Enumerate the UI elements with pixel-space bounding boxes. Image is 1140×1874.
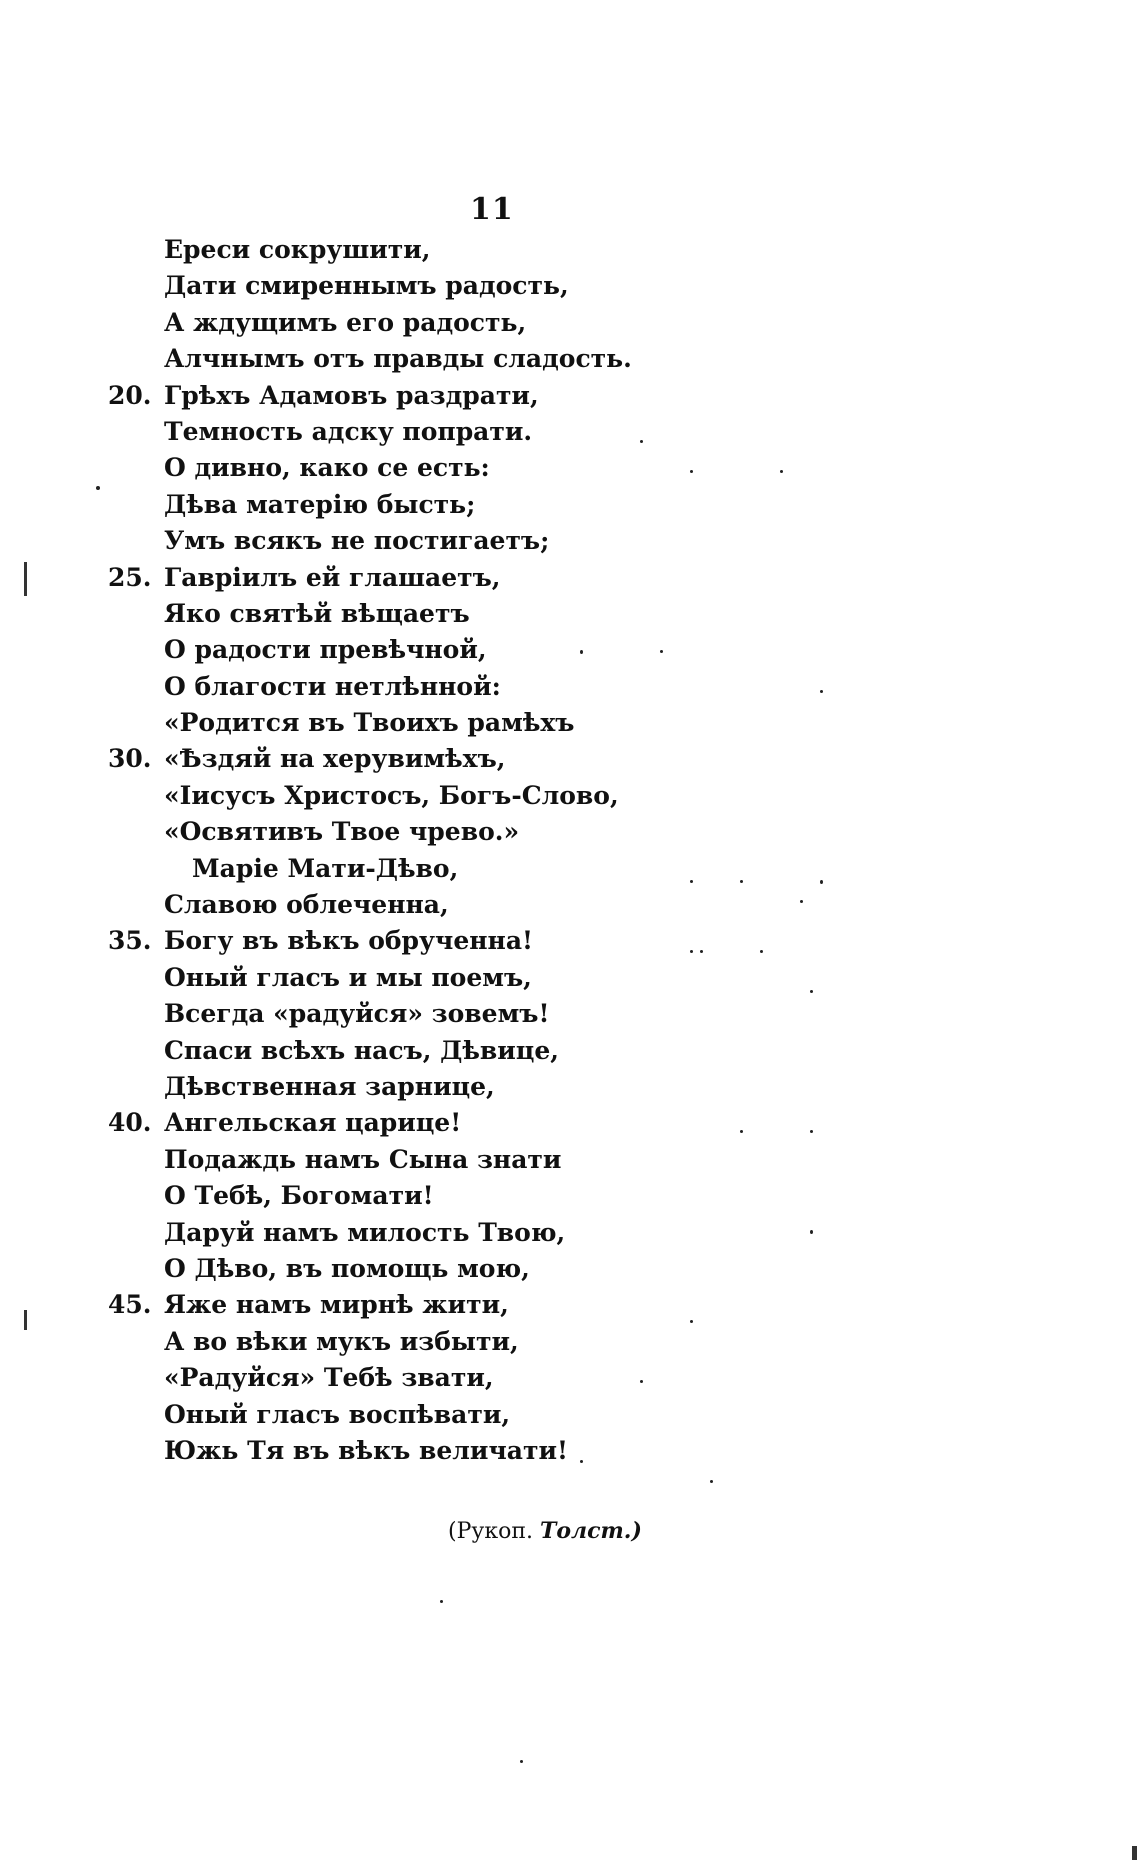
scan-speck (660, 650, 663, 653)
poem-line (108, 414, 748, 450)
scan-speck (580, 650, 583, 654)
scan-speck (800, 900, 803, 903)
left-margin-mark (24, 1310, 27, 1330)
poem-line (108, 1069, 748, 1105)
scan-speck (760, 950, 763, 953)
line-text: Богу въ вѣкъ обрученна! (164, 926, 534, 956)
left-margin-mark (24, 562, 27, 596)
line-text: Славою облеченна, (164, 890, 449, 920)
line-text: «Ѣздяй на херувимѣхъ, (164, 744, 506, 774)
scan-speck (96, 486, 100, 490)
poem-line (108, 814, 748, 850)
scan-speck (810, 990, 813, 993)
scan-speck (520, 1760, 523, 1763)
line-text: Гавріилъ ей глашаетъ, (164, 562, 501, 592)
scan-speck (690, 1320, 693, 1323)
poem-line (108, 1142, 748, 1178)
line-text: «Родится въ Твоихъ рамѣхъ (164, 708, 575, 738)
source-note (448, 1518, 642, 1544)
scan-speck (710, 1480, 713, 1483)
line-text: А ждущимъ его радость, (164, 307, 527, 337)
scan-speck (640, 440, 643, 443)
line-text: «Іисусъ Христосъ, Богъ-Слово, (164, 780, 619, 810)
poem-line (108, 960, 748, 996)
line-text: Дати смиреннымъ радость, (164, 271, 569, 301)
line-text: «Радуйся» Тебѣ звати, (164, 1363, 494, 1393)
scan-speck (640, 1380, 643, 1383)
source-name: Толст.) (539, 1518, 642, 1544)
line-text: Южь Тя въ вѣкъ величати! (164, 1435, 568, 1465)
scan-speck (580, 1460, 583, 1463)
scan-speck (700, 950, 703, 953)
line-text: Алчнымъ отъ правды сладость. (164, 344, 632, 374)
scan-speck (690, 880, 693, 883)
line-text: О благости нетлѣнной: (164, 671, 501, 701)
poem-line (108, 778, 748, 814)
poem-line (108, 1178, 748, 1214)
line-number: 40. (108, 1108, 152, 1138)
scan-speck (440, 1600, 443, 1603)
line-text: Всегда «радуйся» зовемъ! (164, 999, 550, 1029)
poem-line (108, 1397, 748, 1433)
scan-speck (690, 950, 693, 953)
page-number: 11 (470, 192, 514, 227)
line-text: Дѣва матерію бысть; (164, 489, 476, 519)
poem-line (108, 378, 748, 414)
line-text: О дивно, како се есть: (164, 453, 490, 483)
poem-line (108, 1360, 748, 1396)
line-text: «Освятивъ Твое чрево.» (164, 817, 520, 847)
scan-speck (740, 880, 743, 883)
poem-line (108, 450, 748, 486)
scan-speck (740, 1130, 743, 1133)
line-text: Темность адску попрати. (164, 416, 533, 446)
poem-line (108, 560, 748, 596)
line-text: Ереси сокрушити, (164, 235, 431, 264)
scan-speck (690, 470, 693, 473)
poem-line (108, 851, 748, 887)
line-text: О Тебѣ, Богомати! (164, 1181, 434, 1211)
scan-speck (820, 690, 823, 693)
poem-line (108, 632, 748, 668)
poem-text (108, 232, 748, 1469)
poem-line (108, 523, 748, 559)
poem-line (108, 1251, 748, 1287)
line-text: О Дѣво, въ помощь мою, (164, 1253, 530, 1283)
line-text: Даруй намъ милость Твою, (164, 1217, 566, 1247)
poem-line (108, 1033, 748, 1069)
line-text: Оный гласъ и мы поемъ, (164, 962, 532, 992)
line-text: Умъ всякъ не постигаетъ; (164, 526, 550, 556)
source-prefix: (Рукоп. (448, 1519, 533, 1544)
scan-speck (810, 1130, 813, 1133)
line-number: 20. (108, 380, 152, 410)
poem-line (108, 705, 748, 741)
line-text: Подаждь намъ Сына знати (164, 1144, 562, 1174)
line-text: Яже намъ мирнѣ жити, (164, 1290, 509, 1320)
poem-line (108, 1215, 748, 1251)
scan-speck (820, 880, 823, 884)
line-text: Яко святѣй вѣщаетъ (164, 598, 470, 628)
line-text: Ангельская царице! (164, 1108, 462, 1138)
line-text: Дѣвственная зарнице, (164, 1071, 495, 1101)
line-text: А во вѣки мукъ избыти, (164, 1326, 519, 1356)
line-text: Спаси всѣхъ насъ, Дѣвице, (164, 1035, 559, 1065)
line-text: Маріе Мати-Дѣво, (192, 853, 459, 883)
poem-line (108, 596, 748, 632)
scan-speck (810, 1230, 813, 1234)
line-text: Оный гласъ воспѣвати, (164, 1399, 511, 1429)
poem-line (108, 268, 748, 304)
poem-line (108, 996, 748, 1032)
corner-mark (1132, 1846, 1137, 1860)
poem-line (108, 341, 748, 377)
scan-speck (780, 470, 783, 473)
poem-line (108, 305, 748, 341)
line-number: 35. (108, 926, 152, 956)
poem-line (108, 669, 748, 705)
line-number: 25. (108, 562, 152, 592)
poem-line (108, 1433, 748, 1469)
poem-line (108, 923, 748, 959)
poem-line (108, 1105, 748, 1141)
poem-line (108, 232, 748, 268)
poem-line (108, 1287, 748, 1323)
poem-line (108, 1324, 748, 1360)
poem-line (108, 887, 748, 923)
poem-line (108, 487, 748, 523)
line-number: 45. (108, 1290, 152, 1320)
poem-line (108, 741, 748, 777)
line-text: О радости превѣчной, (164, 635, 487, 665)
line-number: 30. (108, 744, 152, 774)
line-text: Грѣхъ Адамовъ раздрати, (164, 380, 539, 410)
